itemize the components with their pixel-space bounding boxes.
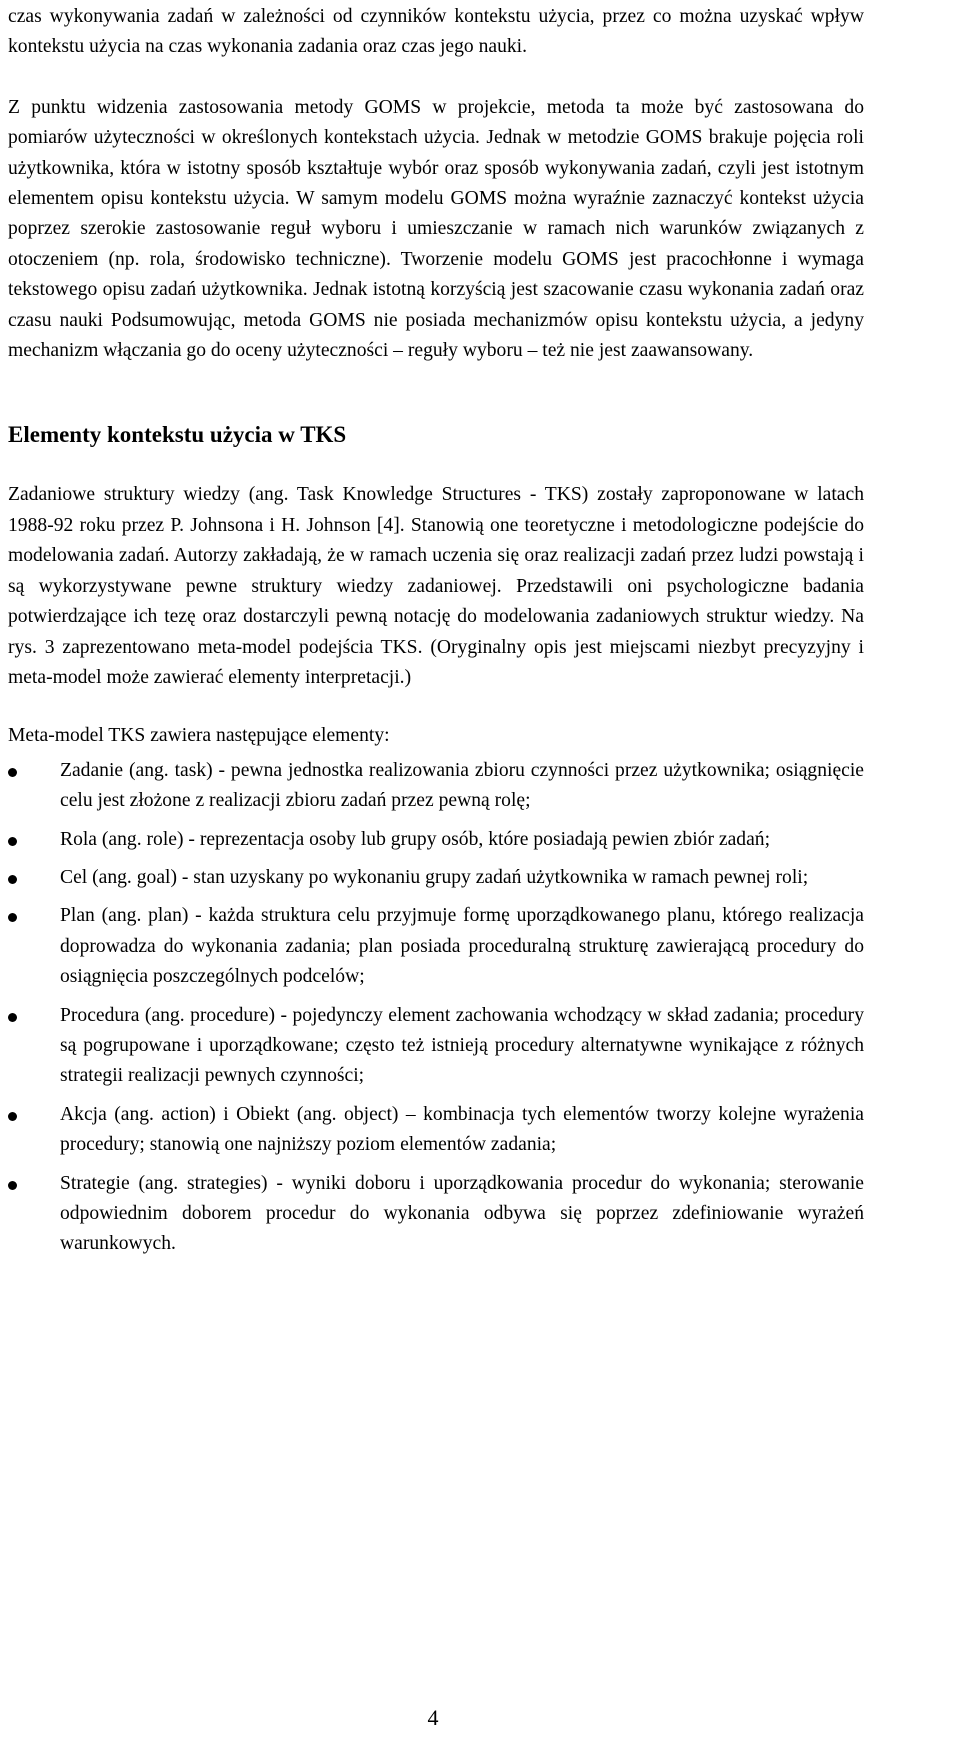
meta-model-element-list — [8, 756, 864, 1260]
bullet-icon — [8, 768, 17, 777]
list-item-text: Zadanie (ang. task) - pewna jednostka realizowania zbioru czynności przez użytkownika; osiągnięcie celu jest złożone z realizacji zbioru zadań przez pewną rolę; — [60, 759, 864, 812]
list-item-text: Plan (ang. plan) - każda struktura celu przyjmuje formę uporządkowanego planu, którego realizacja doprowadza do wykonania zadania; plan posiada proceduralną strukturę zawierającą procedury do osiągnięcia poszczególnych podcelów; — [60, 905, 864, 988]
paragraph-tks-intro: Zadaniowe struktury wiedzy (ang. Task Knowledge Structures - TKS) zostały zaproponowane w latach 1988-92 roku przez P. Johnsona i H. Johnson [4]. Stanowią one teoretyczne i metodologiczne podejście do modelowania zadań. Autorzy zakładają, że w ramach uczenia się oraz realizacji zadań przez ludzi powstają i są wykorzystywane pewne struktury wiedzy zadaniowej. Przedstawili oni psychologiczne badania potwierdzające ich tezę oraz dostarczyli pewną notację do modelowania zadaniowych struktur wiedzy. Na rys. 3 zaprezentowano meta-model podejścia TKS. (Oryginalny opis jest miejscami niezbyt precyzyjny i meta-model może zawierać elementy interpretacji.) — [8, 484, 864, 688]
document-page — [8, 0, 864, 1268]
paragraph-goms-summary: Z punktu widzenia zastosowania metody GOMS w projekcie, metoda ta może być zastosowana do pomiarów użyteczności w określonych kontekstach użycia. Jednak w metodzie GOMS brakuje pojęcia roli użytkownika, która w istotny sposób kształtuje wybór oraz sposób wykonywania zadań, czyli jest istotnym elementem opisu kontekstu użycia. W samym modelu GOMS można wyraźnie zaznaczyć kontekst użycia poprzez szerokie zastosowanie reguł wyboru i umieszczanie w ramach nich warunków związanych z otoczeniem (np. rola, środowisko techniczne). Tworzenie modelu GOMS jest pracochłonne i wymaga tekstowego opisu zadań użytkownika. Jednak istotną korzyścią jest szacowanie czasu wykonania zadań oraz czasu nauki Podsumowując, metoda GOMS nie posiada mechanizmów opisu kontekstu użycia, a jedyny mechanizm włączania go do oceny użyteczności – reguły wyboru – też nie jest zaawansowany. — [8, 96, 864, 362]
paragraph-meta-model-intro: Meta-model TKS zawiera następujące elementy: — [8, 725, 390, 747]
list-item — [8, 1100, 864, 1161]
list-item-text: Akcja (ang. action) i Obiekt (ang. object) – kombinacja tych elementów tworzy kolejne wyrażenia procedury; stanowią one najniższy poziom elementów zadania; — [60, 1103, 864, 1156]
list-item — [8, 901, 864, 992]
bullet-icon — [8, 913, 17, 922]
section-heading: Elementy kontekstu użycia w TKS — [8, 422, 347, 448]
bullet-icon — [8, 1181, 17, 1190]
list-item — [8, 1001, 864, 1092]
list-item — [8, 756, 864, 817]
bullet-icon — [8, 1112, 17, 1121]
list-item-text: Procedura (ang. procedure) - pojedynczy element zachowania wchodzący w skład zadania; procedury są pogrupowane i uporządkowane; często też istnieją procedury alternatywne wynikające z różnych strategii realizacji pewnych czynności; — [60, 1004, 864, 1087]
list-item-text: Rola (ang. role) - reprezentacja osoby lub grupy osób, które posiadają pewien zbiór zadań; — [60, 828, 771, 850]
bullet-icon — [8, 837, 17, 846]
paragraph-goms-timing: czas wykonywania zadań w zależności od czynników kontekstu użycia, przez co można uzyskać wpływ kontekstu użycia na czas wykonania zadania oraz czas jego nauki. — [8, 6, 864, 58]
list-item-text: Strategie (ang. strategies) - wyniki doboru i uporządkowania procedur do wykonania; sterowanie odpowiednim doborem procedur do wykonania odbywa się poprzez zdefiniowanie wyrażeń warunkowych. — [60, 1172, 864, 1255]
list-item — [8, 825, 864, 855]
bullet-icon — [8, 1013, 17, 1022]
list-item-text: Cel (ang. goal) - stan uzyskany po wykonaniu grupy zadań użytkownika w ramach pewnej roli; — [60, 866, 809, 888]
bullet-icon — [8, 875, 17, 884]
list-item — [8, 1169, 864, 1260]
list-item — [8, 863, 864, 893]
page-number: 4 — [427, 1705, 439, 1730]
